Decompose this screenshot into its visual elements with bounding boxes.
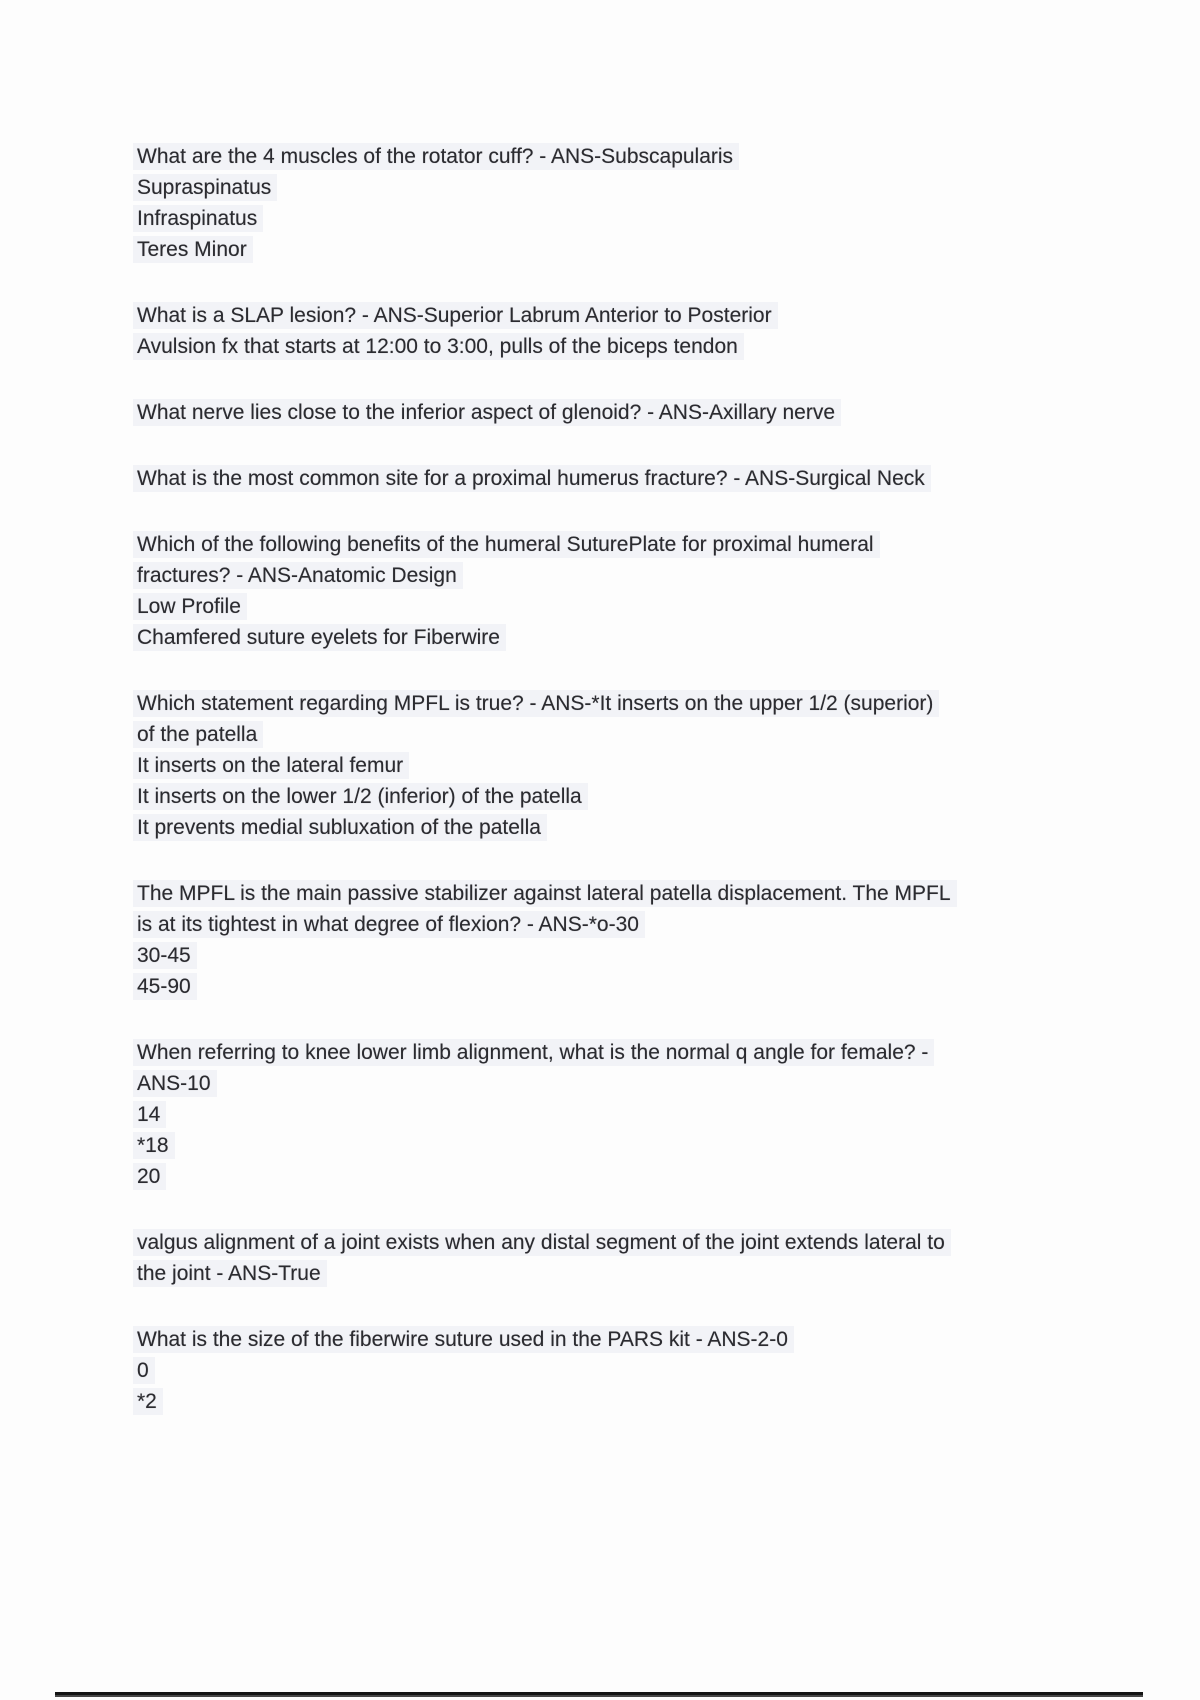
text-line: *2 — [133, 1388, 163, 1415]
paragraph — [137, 878, 1147, 1002]
text-line: The MPFL is the main passive stabilizer against lateral patella displacement. The MPFL — [133, 880, 957, 907]
text-line: fractures? - ANS-Anatomic Design — [133, 562, 463, 589]
text-line: What nerve lies close to the inferior aspect of glenoid? - ANS-Axillary nerve — [133, 399, 841, 426]
text-line: valgus alignment of a joint exists when any distal segment of the joint extends lateral to — [133, 1229, 951, 1256]
text-line: is at its tightest in what degree of flexion? - ANS-*o-30 — [133, 911, 645, 938]
text-line: Chamfered suture eyelets for Fiberwire — [133, 624, 506, 651]
text-line: 20 — [133, 1163, 166, 1190]
text-line: ANS-10 — [133, 1070, 217, 1097]
text-line: 0 — [133, 1357, 155, 1384]
paragraph — [137, 1227, 1147, 1289]
text-line: When referring to knee lower limb alignment, what is the normal q angle for female? - — [133, 1039, 934, 1066]
paragraph — [137, 529, 1147, 653]
text-line: *18 — [133, 1132, 175, 1159]
paragraph — [137, 397, 1147, 428]
text-line: Which statement regarding MPFL is true? - ANS-*It inserts on the upper 1/2 (superior) — [133, 690, 939, 717]
text-line: What is the size of the fiberwire suture used in the PARS kit - ANS-2-0 — [133, 1326, 794, 1353]
text-line: What are the 4 muscles of the rotator cuff? - ANS-Subscapularis — [133, 143, 739, 170]
text-line: It prevents medial subluxation of the patella — [133, 814, 547, 841]
text-line: It inserts on the lateral femur — [133, 752, 409, 779]
text-line: 30-45 — [133, 942, 197, 969]
text-line: What is the most common site for a proximal humerus fracture? - ANS-Surgical Neck — [133, 465, 931, 492]
text-line: Low Profile — [133, 593, 247, 620]
paragraph — [137, 300, 1147, 362]
paragraph — [137, 463, 1147, 494]
paragraph — [137, 1037, 1147, 1192]
text-line: Avulsion fx that starts at 12:00 to 3:00, pulls of the biceps tendon — [133, 333, 744, 360]
text-line: What is a SLAP lesion? - ANS-Superior Labrum Anterior to Posterior — [133, 302, 778, 329]
text-line: Teres Minor — [133, 236, 253, 263]
paragraph — [137, 688, 1147, 843]
text-line: 45-90 — [133, 973, 197, 1000]
text-line: Infraspinatus — [133, 205, 263, 232]
paragraph — [137, 1324, 1147, 1417]
text-line: 14 — [133, 1101, 166, 1128]
bottom-rule — [55, 1692, 1143, 1697]
text-line: Which of the following benefits of the humeral SuturePlate for proximal humeral — [133, 531, 880, 558]
paragraph — [137, 141, 1147, 265]
text-line: the joint - ANS-True — [133, 1260, 327, 1287]
document-text — [137, 141, 1147, 1452]
text-line: It inserts on the lower 1/2 (inferior) of the patella — [133, 783, 588, 810]
text-line: of the patella — [133, 721, 263, 748]
text-line: Supraspinatus — [133, 174, 277, 201]
